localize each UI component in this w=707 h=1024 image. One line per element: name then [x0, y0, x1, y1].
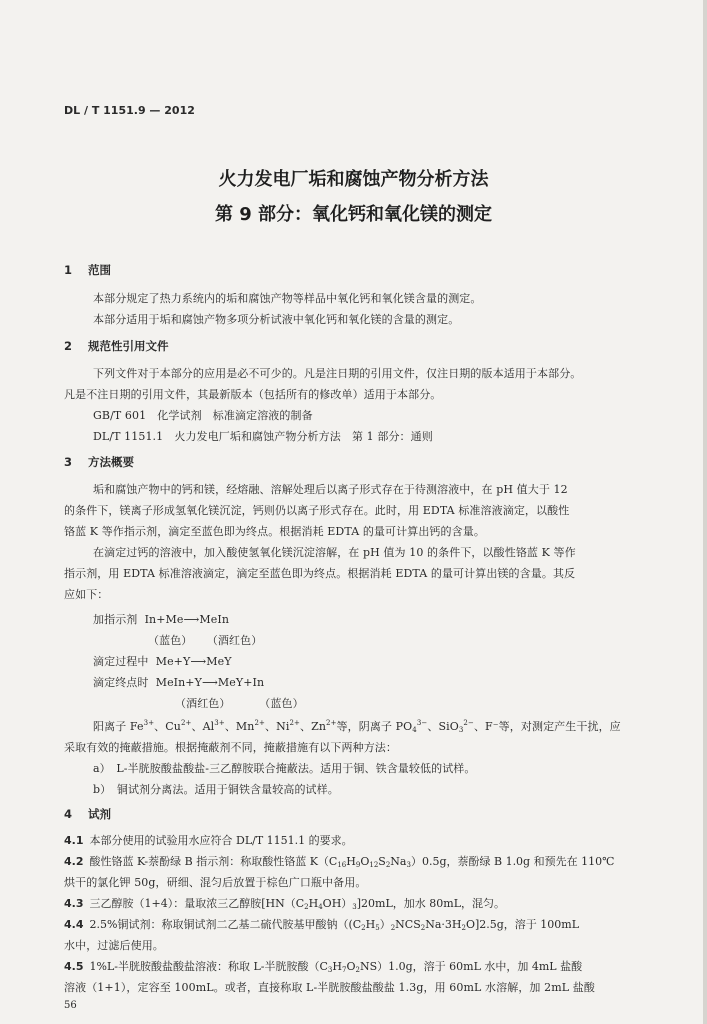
paragraph: 的条件下，镁离子形成氢氧化镁沉淀，钙则仍以离子形式存在。此时，用 EDTA 标准溶液滴定，以酸性: [64, 504, 570, 517]
standard-code: DL / T 1151.9 — 2012: [64, 104, 195, 117]
section-heading-1: 1 范围: [64, 263, 111, 277]
paragraph: 阳离子 $Fe^{3+}$、$Cu^{2+}$、$Al^{3+}$、$Mn^{2+}$、$Ni^{2+}$、$Zn^{2+}$等，阴离子 $PO_4^{3-}$、SiO$_3^{2-}$、F⁻等，对测定产生干扰，应: [93, 719, 621, 734]
arrow-icon: ⟶: [183, 613, 200, 626]
list-item: a） L-半胱胺酸盐酸盐-三乙醇胺联合掩蔽法。适用于铜、铁含量较低的试样。: [93, 762, 476, 775]
reaction-2: 滴定过程中 Me+Y⟶MeY: [93, 655, 232, 668]
reference: GB/T 601 化学试剂 标准滴定溶液的制备: [93, 409, 313, 422]
paragraph: 铬蓝 K 等作指示剂，滴定至蓝色即为终点。根据消耗 EDTA 的量可计算出钙的含量。: [64, 525, 485, 538]
clause-4-2: 4.2 酸性铬蓝 K-萘酚绿 B 指示剂：称取酸性铬蓝 $K(C_{16}H_9O_{12}S_2Na_3)0.5g$，萘酚绿 B 1.0g 和预先在 110℃: [64, 855, 615, 869]
paragraph: 下列文件对于本部分的应用是必不可少的。凡是注日期的引用文件，仅注日期的版本适用于本部分。: [93, 367, 582, 380]
doc-subtitle: 第 9 部分：氧化钙和氧化镁的测定: [214, 204, 493, 225]
clause-4-1: 4.1 本部分使用的试验用水应符合 DL/T 1151.1 的要求。: [64, 834, 353, 847]
reaction-3-colors: （酒红色） （蓝色）: [175, 697, 304, 710]
paragraph: 凡是不注日期的引用文件，其最新版本（包括所有的修改单）适用于本部分。: [64, 388, 442, 401]
paragraph: 烘干的氯化钾 50g，研细、混匀后放置于棕色广口瓶中备用。: [64, 876, 367, 889]
paragraph: 溶液（1+1），定容至 100mL。或者，直接称取 L-半胱胺酸盐酸盐 1.3g，用 60mL 水溶解，加 2mL 盐酸: [64, 981, 595, 994]
doc-title: 火力发电厂垢和腐蚀产物分析方法: [218, 169, 489, 190]
clause-4-4: 4.4 2.5%铜试剂：称取铜试剂二乙基二硫代胺基甲酸钠$((C_2H_5)_2NCS_2Na\cdot 3H_2O]2.5g$，溶于 100mL: [64, 918, 580, 932]
paragraph: 指示剂，用 EDTA 标准溶液滴定，滴定至蓝色即为终点。根据消耗 EDTA 的量可计算出镁的含量。其反: [64, 567, 576, 580]
paragraph: 在滴定过钙的溶液中，加入酸使氢氧化镁沉淀溶解，在 pH 值为 10 的条件下，以酸性铬蓝 K 等作: [93, 546, 576, 559]
clause-4-5: 4.5 1%L-半胱胺酸盐酸盐溶液：称取 L-半胱胺酸$(C_3H_7O_2NS)1.0g$，溶于 60mL 水中，加 4mL 盐酸: [64, 960, 583, 974]
paragraph: 应如下：: [64, 588, 109, 601]
section-heading-4: 4 试剂: [64, 807, 111, 821]
reaction-1: 加指示剂 In+Me⟶MeIn: [93, 613, 230, 626]
reaction-1-colors: （蓝色） （酒红色）: [148, 634, 263, 647]
section-heading-2: 2 规范性引用文件: [64, 339, 169, 353]
section-heading-3: 3 方法概要: [64, 455, 134, 469]
clause-4-3: 4.3 三乙醇胺（1+4）：量取浓三乙醇胺$[HN(C_2H_4OH)_3]20mL$，加水 80mL，混匀。: [64, 897, 506, 911]
paragraph: 本部分适用于垢和腐蚀产物多项分析试液中氧化钙和氧化镁的含量的测定。: [93, 313, 460, 326]
paragraph: 水中，过滤后使用。: [64, 939, 164, 952]
arrow-icon: ⟶: [201, 676, 218, 689]
page-number: 56: [64, 1000, 77, 1011]
reference: DL/T 1151.1 火力发电厂垢和腐蚀产物分析方法 第 1 部分：通则: [93, 430, 433, 443]
paragraph: 本部分规定了热力系统内的垢和腐蚀产物等样品中氧化钙和氧化镁含量的测定。: [93, 292, 482, 305]
arrow-icon: ⟶: [190, 655, 207, 668]
list-item: b） 铜试剂分离法。适用于铜铁含量较高的试样。: [93, 783, 339, 796]
page-edge: [703, 0, 707, 1024]
reaction-3: 滴定终点时 MeIn+Y⟶MeY+In: [93, 676, 265, 689]
paragraph: 采取有效的掩蔽措施。根据掩蔽剂不同，掩蔽措施有以下两种方法：: [64, 741, 397, 754]
paragraph: 垢和腐蚀产物中的钙和镁，经熔融、溶解处理后以离子形式存在于待测溶液中，在 pH 值大于 12: [93, 483, 568, 496]
